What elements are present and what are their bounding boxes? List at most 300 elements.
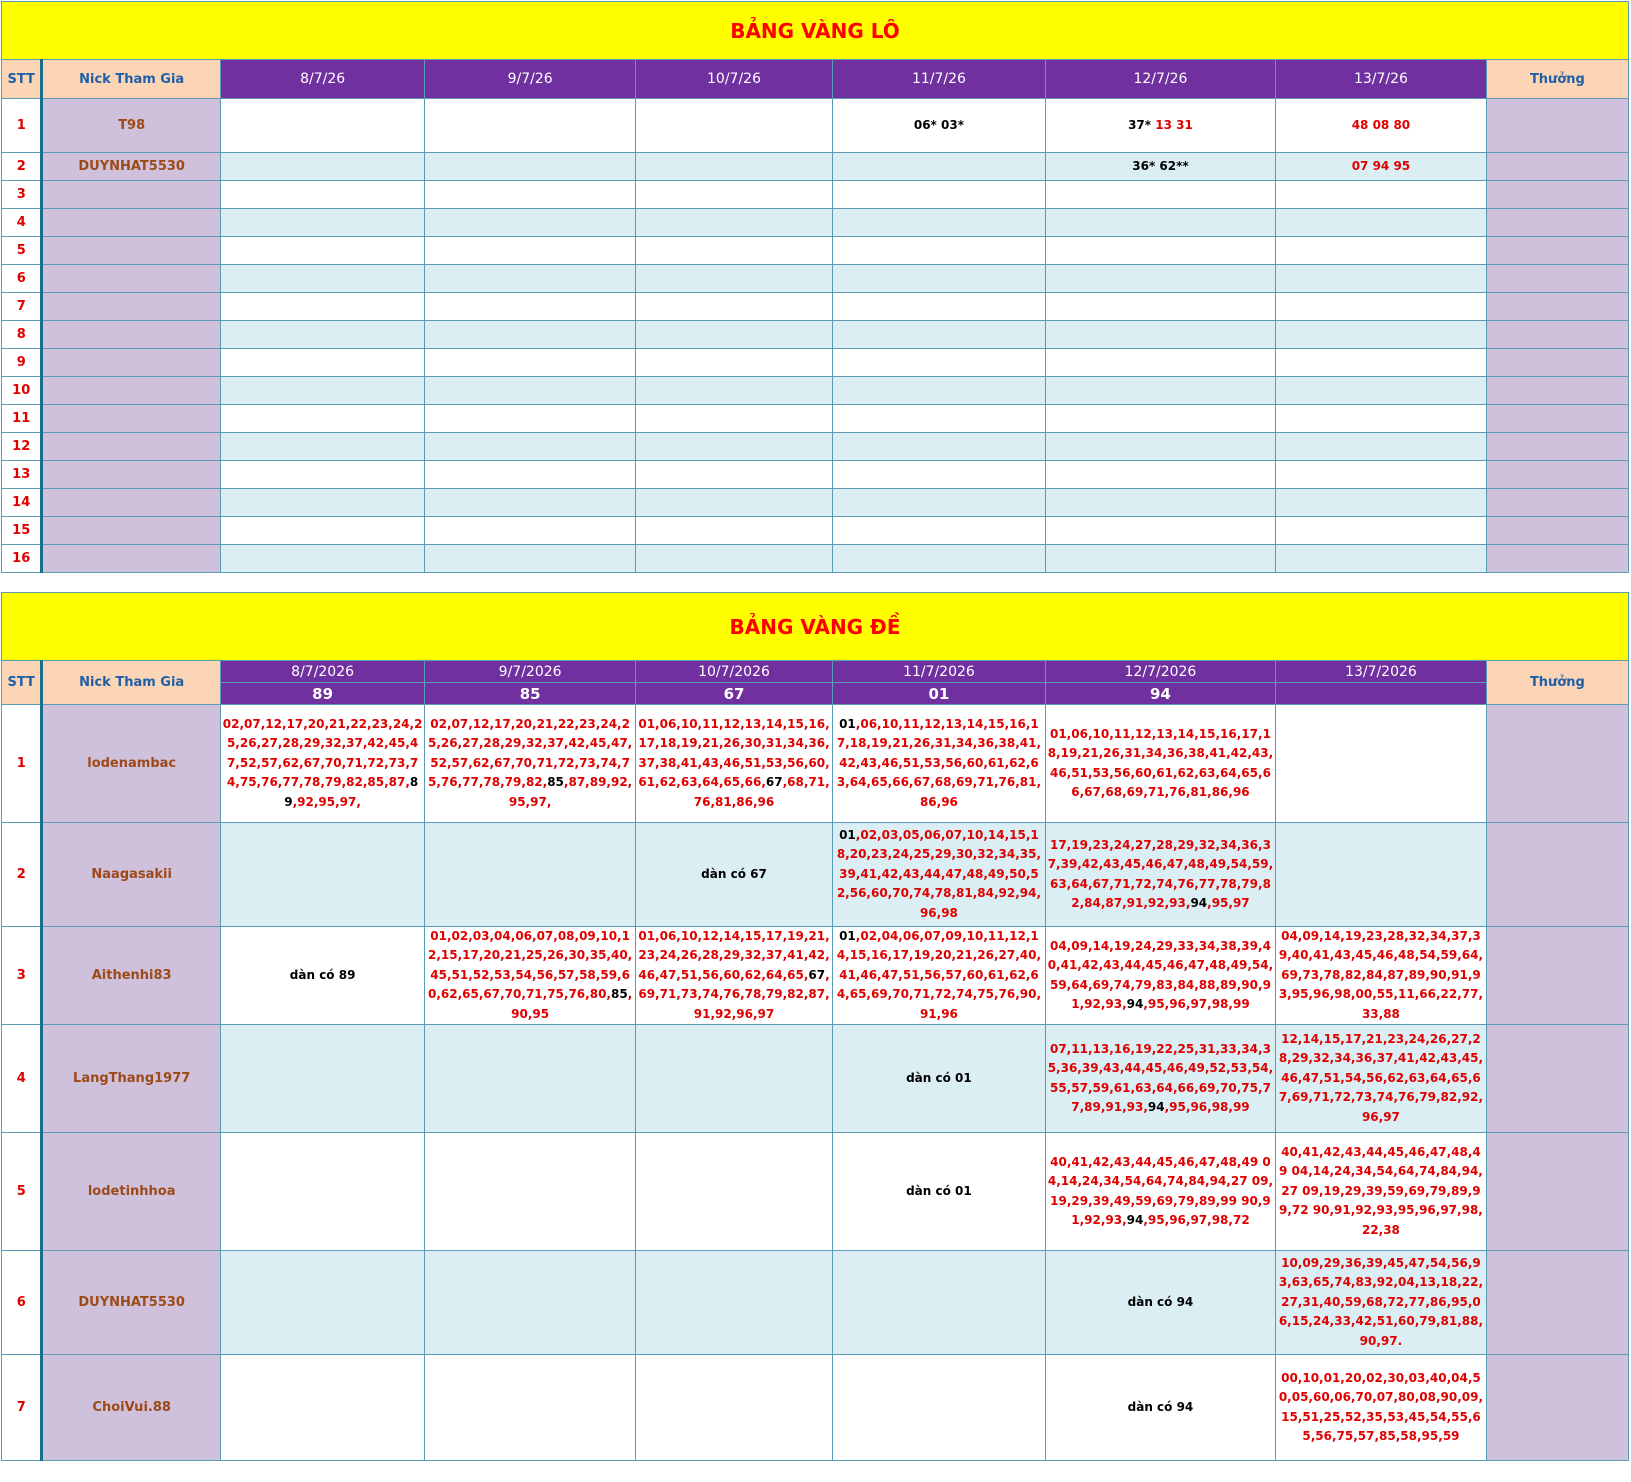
entry-cell	[1045, 517, 1275, 545]
row-number: 5	[2, 237, 42, 265]
table-row	[2, 1251, 1629, 1355]
entry-cell	[833, 181, 1046, 209]
date-header: 13/7/2026	[1276, 661, 1487, 683]
entry-cell	[425, 489, 636, 517]
entry-cell	[1045, 489, 1275, 517]
entry-text: 02,07,12,17,20,21,22,23,24,25,26,27,28,29,32,37,42,45,47,52,57,62,67,70,71,72,73,74,75,76,77,78,79,82,	[428, 716, 633, 790]
entry-cell	[1276, 153, 1487, 181]
lo-title: BẢNG VÀNG LÔ	[2, 2, 1629, 60]
reward-header: Thưởng	[1486, 661, 1628, 705]
participant-nick: Aithenhi83	[42, 927, 220, 1025]
entry-cell	[635, 545, 832, 573]
result-number: 89	[220, 683, 424, 705]
entry-cell	[635, 405, 832, 433]
entry-cell	[1276, 545, 1487, 573]
table-row	[2, 237, 1629, 265]
entry-cell	[425, 237, 636, 265]
entry-cell	[635, 349, 832, 377]
table-row	[2, 153, 1629, 181]
entry-cell	[1276, 237, 1487, 265]
entry-cell	[1276, 209, 1487, 237]
participant-nick: lodetinhhoa	[42, 1133, 220, 1251]
entry-cell	[635, 705, 832, 823]
row-number: 7	[2, 1355, 42, 1461]
entry-cell	[635, 99, 832, 153]
participant-nick	[42, 405, 220, 433]
stt-header: STT	[2, 661, 42, 705]
entry-cell	[220, 545, 424, 573]
entry-cell	[425, 293, 636, 321]
entry-cell	[425, 99, 636, 153]
entry-text: ,87,89,92,95,97,	[508, 775, 633, 809]
participant-nick: DUYNHAT5530	[42, 1251, 220, 1355]
table-row	[2, 321, 1629, 349]
entry-text: ,95,96,97,98,72	[1143, 1212, 1250, 1227]
row-number: 10	[2, 377, 42, 405]
reward-cell	[1486, 405, 1628, 433]
reward-cell	[1486, 1025, 1628, 1133]
nick-header: Nick Tham Gia	[42, 60, 220, 99]
row-number: 6	[2, 1251, 42, 1355]
entry-cell	[833, 349, 1046, 377]
entry-text: 94	[1190, 895, 1208, 910]
participant-nick: lodenambac	[42, 705, 220, 823]
entry-cell	[1276, 99, 1487, 153]
table-row	[2, 461, 1629, 489]
entry-cell	[425, 1025, 636, 1133]
entry-text: ,02,04,06,07,09,10,11,12,14,15,16,17,19,20,21,26,27,40,41,46,47,51,56,57,60,61,62,64,65,69,70,71,72,74,75,76,90,91,96	[836, 929, 1042, 1021]
participant-nick	[42, 433, 220, 461]
entry-cell	[833, 153, 1046, 181]
reward-cell	[1486, 209, 1628, 237]
entry-cell	[220, 153, 424, 181]
entry-text: 00,10,01,20,02,30,03,40,04,50,05,60,06,70,07,80,08,90,09,15,51,25,52,35,53,45,54,55,65,56,75,57,85,58,95,59	[1278, 1370, 1484, 1443]
entry-cell	[833, 1133, 1046, 1251]
entry-text: ,90,95	[511, 987, 633, 1021]
entry-cell	[833, 377, 1046, 405]
entry-cell	[220, 377, 424, 405]
participant-nick: LangThang1977	[42, 1025, 220, 1133]
entry-text: 02,07,12,17,20,21,22,23,24,25,26,27,28,29,32,37,42,45,47,52,57,62,67,70,71,72,73,74,75,76,77,78,79,82,85,87,	[222, 716, 423, 790]
row-number: 9	[2, 349, 42, 377]
entry-text: ,06,10,11,12,13,14,15,16,17,18,19,21,26,31,34,36,38,41,42,43,46,51,53,56,60,61,62,63,64,65,66,67,68,69,71,76,81,86,96	[836, 716, 1042, 809]
participant-nick	[42, 545, 220, 573]
entry-cell	[1276, 321, 1487, 349]
entry-cell	[1045, 461, 1275, 489]
entry-cell	[635, 293, 832, 321]
result-number: 85	[425, 683, 636, 705]
entry-text: 89	[284, 775, 419, 809]
entry-cell	[1276, 293, 1487, 321]
entry-text: ,95,96,97,98,99	[1143, 996, 1250, 1011]
entry-text: 01,06,10,11,12,13,14,15,16,17,18,19,21,26,30,31,34,36,37,38,41,43,46,51,53,56,60,61,62,63,64,65,66,	[638, 716, 830, 790]
entry-cell	[220, 461, 424, 489]
de-title: BẢNG VÀNG ĐỀ	[2, 593, 1629, 661]
entry-cell	[635, 1025, 832, 1133]
entry-cell	[425, 349, 636, 377]
reward-cell	[1486, 705, 1628, 823]
result-number: 94	[1045, 683, 1275, 705]
entry-cell	[833, 517, 1046, 545]
reward-cell	[1486, 321, 1628, 349]
entry-cell	[833, 237, 1046, 265]
entry-text: 01,06,10,12,14,15,17,19,21,23,24,26,28,29,32,37,41,42,46,47,51,56,60,62,64,65,	[638, 929, 830, 982]
entry-cell	[220, 1025, 424, 1133]
entry-cell	[1045, 209, 1275, 237]
participant-nick	[42, 489, 220, 517]
reward-cell	[1486, 1133, 1628, 1251]
entry-text: 94	[1147, 1099, 1165, 1114]
entry-cell	[1276, 349, 1487, 377]
entry-cell	[1045, 237, 1275, 265]
entry-cell	[833, 433, 1046, 461]
entry-text: 36* 62**	[1132, 158, 1189, 173]
participant-nick	[42, 517, 220, 545]
entry-cell	[833, 1025, 1046, 1133]
result-number	[1276, 683, 1487, 705]
entry-cell	[1276, 461, 1487, 489]
entry-cell	[833, 545, 1046, 573]
entry-cell	[635, 489, 832, 517]
reward-cell	[1486, 153, 1628, 181]
date-header: 13/7/26	[1276, 60, 1487, 99]
table-row	[2, 1133, 1629, 1251]
table-row	[2, 265, 1629, 293]
entry-cell	[425, 1251, 636, 1355]
entry-text: ,95,96,98,99	[1164, 1099, 1250, 1114]
row-number: 11	[2, 405, 42, 433]
entry-cell	[1045, 823, 1275, 927]
entry-cell	[1045, 1251, 1275, 1355]
entry-text: 40,41,42,43,44,45,46,47,48,49 04,14,24,34,54,64,74,84,94,27 09,19,29,39,59,69,79,89,99,72 90,91,92,93,95,96,97,98,22,38	[1279, 1145, 1483, 1237]
entry-text: ,95,97	[1207, 895, 1250, 910]
reward-cell	[1486, 433, 1628, 461]
entry-text: dàn có 01	[906, 1070, 972, 1085]
entry-text: 67	[765, 775, 783, 790]
entry-cell	[425, 1133, 636, 1251]
entry-cell	[220, 1251, 424, 1355]
result-number: 01	[833, 683, 1046, 705]
reward-cell	[1486, 517, 1628, 545]
participant-nick	[42, 377, 220, 405]
row-number: 3	[2, 181, 42, 209]
entry-cell	[1045, 545, 1275, 573]
de-table	[1, 592, 1629, 1461]
entry-cell	[220, 1133, 424, 1251]
entry-cell	[1276, 1025, 1487, 1133]
entry-cell	[1276, 489, 1487, 517]
entry-cell	[635, 181, 832, 209]
entry-text: 07,11,13,16,19,22,25,31,33,34,35,36,39,43,44,45,46,49,52,53,54,55,57,59,61,63,64,66,69,70,75,77,89,91,93,	[1047, 1041, 1274, 1114]
entry-cell	[1276, 433, 1487, 461]
entry-cell	[635, 927, 832, 1025]
entry-cell	[635, 1133, 832, 1251]
entry-cell	[833, 265, 1046, 293]
table-row	[2, 823, 1629, 927]
entry-text: ,02,03,05,06,07,10,14,15,18,20,23,24,25,29,30,32,34,35,39,41,42,43,44,47,48,49,50,52,56,60,70,74,78,81,84,92,94,96,98	[836, 827, 1042, 920]
entry-text: 37*	[1128, 117, 1156, 132]
reward-cell	[1486, 489, 1628, 517]
entry-cell	[425, 265, 636, 293]
participant-nick	[42, 321, 220, 349]
entry-cell	[1276, 517, 1487, 545]
entry-text: 67	[808, 967, 826, 982]
entry-text: ,68,71,76,81,86,96	[693, 775, 830, 809]
de-header-date-row	[2, 661, 1629, 683]
table-row	[2, 927, 1629, 1025]
table-row	[2, 517, 1629, 545]
reward-cell	[1486, 545, 1628, 573]
date-header: 9/7/26	[425, 60, 636, 99]
entry-cell	[1276, 377, 1487, 405]
entry-cell	[1045, 927, 1275, 1025]
entry-cell	[425, 705, 636, 823]
row-number: 7	[2, 293, 42, 321]
table-row	[2, 377, 1629, 405]
table-row	[2, 209, 1629, 237]
date-header: 8/7/2026	[220, 661, 424, 683]
entry-cell	[635, 823, 832, 927]
entry-text: 04,09,14,19,24,29,33,34,38,39,40,41,42,43,44,45,46,47,48,49,54,59,64,69,74,79,83,84,88,89,90,91,92,93,	[1047, 938, 1274, 1011]
row-number: 5	[2, 1133, 42, 1251]
table-row	[2, 293, 1629, 321]
row-number: 1	[2, 99, 42, 153]
participant-nick	[42, 293, 220, 321]
entry-text: dàn có 89	[289, 967, 356, 982]
entry-cell	[635, 153, 832, 181]
row-number: 13	[2, 461, 42, 489]
participant-nick	[42, 209, 220, 237]
table-row	[2, 405, 1629, 433]
date-header: 11/7/2026	[833, 661, 1046, 683]
row-number: 6	[2, 265, 42, 293]
entry-cell	[635, 237, 832, 265]
entry-cell	[1276, 1355, 1487, 1461]
entry-cell	[635, 377, 832, 405]
table-row	[2, 99, 1629, 153]
entry-cell	[1045, 433, 1275, 461]
entry-text: 17,19,23,24,27,28,29,32,34,36,37,39,42,43,45,46,47,48,49,54,59,63,64,67,71,72,74,76,77,78,79,82,84,87,91,92,93,	[1047, 837, 1274, 910]
entry-text: dàn có 94	[1127, 1294, 1194, 1309]
entry-cell	[1276, 823, 1487, 927]
participant-nick	[42, 265, 220, 293]
reward-cell	[1486, 237, 1628, 265]
row-number: 15	[2, 517, 42, 545]
entry-cell	[220, 293, 424, 321]
entry-cell	[220, 705, 424, 823]
entry-cell	[220, 181, 424, 209]
lo-table	[1, 1, 1629, 573]
row-number: 4	[2, 209, 42, 237]
row-number: 14	[2, 489, 42, 517]
entry-cell	[425, 181, 636, 209]
entry-text: 94	[1126, 996, 1144, 1011]
entry-cell	[220, 349, 424, 377]
entry-cell	[425, 153, 636, 181]
entry-cell	[1276, 1133, 1487, 1251]
participant-nick: T98	[42, 99, 220, 153]
entry-cell	[425, 377, 636, 405]
entry-cell	[1045, 1025, 1275, 1133]
entry-cell	[635, 517, 832, 545]
entry-cell	[833, 705, 1046, 823]
entry-cell	[1045, 153, 1275, 181]
entry-text: 01,02,03,04,06,07,08,09,10,12,15,17,20,21,25,26,30,35,40,45,51,52,53,54,56,57,58,59,60,62,65,67,70,71,75,76,80,	[428, 929, 633, 1002]
entry-cell	[1276, 705, 1487, 823]
entry-cell	[833, 489, 1046, 517]
reward-cell	[1486, 823, 1628, 927]
lo-header-row	[2, 60, 1629, 99]
entry-cell	[220, 927, 424, 1025]
entry-cell	[425, 823, 636, 927]
entry-cell	[1045, 1355, 1275, 1461]
entry-cell	[1045, 321, 1275, 349]
entry-text: dàn có 67	[701, 866, 767, 881]
entry-cell	[635, 321, 832, 349]
entry-cell	[425, 517, 636, 545]
entry-cell	[635, 265, 832, 293]
reward-cell	[1486, 461, 1628, 489]
entry-text: 94	[1126, 1212, 1144, 1227]
entry-cell	[1276, 265, 1487, 293]
entry-cell	[833, 321, 1046, 349]
date-header: 10/7/2026	[635, 661, 832, 683]
entry-cell	[833, 823, 1046, 927]
de-header-result-row	[2, 683, 1629, 705]
entry-cell	[425, 927, 636, 1025]
entry-cell	[833, 405, 1046, 433]
reward-cell	[1486, 99, 1628, 153]
date-header: 12/7/26	[1045, 60, 1275, 99]
entry-cell	[1045, 349, 1275, 377]
entry-cell	[1045, 705, 1275, 823]
entry-cell	[833, 293, 1046, 321]
entry-cell	[425, 209, 636, 237]
reward-cell	[1486, 927, 1628, 1025]
entry-cell	[220, 209, 424, 237]
row-number: 3	[2, 927, 42, 1025]
participant-nick: ChoiVui.88	[42, 1355, 220, 1461]
date-header: 12/7/2026	[1045, 661, 1275, 683]
entry-text: 01,06,10,11,12,13,14,15,16,17,18,19,21,26,31,34,36,38,41,42,43,46,51,53,56,60,61,62,63,64,65,66,67,68,69,71,76,81,86,96	[1047, 726, 1274, 799]
entry-text: ,69,71,73,74,76,78,79,82,87,91,92,96,97	[638, 967, 830, 1021]
entry-cell	[220, 517, 424, 545]
entry-text: 85	[547, 775, 564, 790]
table-row	[2, 489, 1629, 517]
entry-cell	[220, 1355, 424, 1461]
row-number: 12	[2, 433, 42, 461]
entry-cell	[635, 209, 832, 237]
entry-cell	[833, 209, 1046, 237]
participant-nick: DUYNHAT5530	[42, 153, 220, 181]
entry-cell	[635, 1355, 832, 1461]
entry-text: 06* 03*	[913, 117, 964, 132]
entry-text: 04,09,14,19,23,28,32,34,37,39,40,41,43,45,46,48,54,59,64,69,73,78,82,84,87,89,90,91,93,95,96,98,00,55,11,66,22,77,33,88	[1278, 929, 1484, 1021]
entry-cell	[1045, 377, 1275, 405]
date-header: 8/7/26	[220, 60, 424, 99]
entry-cell	[1276, 1251, 1487, 1355]
table-row	[2, 181, 1629, 209]
reward-cell	[1486, 1355, 1628, 1461]
row-number: 2	[2, 823, 42, 927]
row-number: 1	[2, 705, 42, 823]
entry-cell	[635, 461, 832, 489]
date-header: 9/7/2026	[425, 661, 636, 683]
entry-cell	[1045, 99, 1275, 153]
entry-cell	[1045, 181, 1275, 209]
entry-cell	[220, 433, 424, 461]
table-row	[2, 1025, 1629, 1133]
row-number: 2	[2, 153, 42, 181]
entry-cell	[833, 461, 1046, 489]
entry-text: 12,14,15,17,21,23,24,26,27,28,29,32,34,36,37,41,42,43,45,46,47,51,54,56,62,63,64,65,67,69,71,72,73,74,76,79,82,92,96,97	[1278, 1032, 1484, 1124]
entry-cell	[220, 265, 424, 293]
entry-text: 01	[839, 929, 856, 943]
entry-cell	[220, 823, 424, 927]
participant-nick	[42, 461, 220, 489]
entry-cell	[833, 1355, 1046, 1461]
entry-cell	[1045, 1133, 1275, 1251]
table-row	[2, 433, 1629, 461]
entry-cell	[1045, 265, 1275, 293]
reward-cell	[1486, 265, 1628, 293]
entry-text: 01	[839, 716, 856, 731]
participant-nick: Naagasakii	[42, 823, 220, 927]
entry-cell	[1276, 405, 1487, 433]
entry-text: ,92,95,97,	[292, 794, 361, 809]
entry-cell	[1276, 927, 1487, 1025]
date-header: 10/7/26	[635, 60, 832, 99]
result-number: 67	[635, 683, 832, 705]
table-row	[2, 349, 1629, 377]
date-header: 11/7/26	[833, 60, 1046, 99]
reward-cell	[1486, 349, 1628, 377]
entry-text: dàn có 94	[1127, 1399, 1194, 1414]
entry-cell	[635, 433, 832, 461]
participant-nick	[42, 181, 220, 209]
entry-text: 07 94 95	[1351, 158, 1411, 173]
table-row	[2, 1355, 1629, 1461]
entry-text: 01	[839, 827, 856, 842]
entry-cell	[1276, 181, 1487, 209]
entry-cell	[833, 1251, 1046, 1355]
entry-text: 48 08 80	[1351, 117, 1411, 132]
entry-cell	[425, 1355, 636, 1461]
reward-cell	[1486, 181, 1628, 209]
entry-cell	[220, 237, 424, 265]
entry-cell	[220, 405, 424, 433]
entry-cell	[1045, 405, 1275, 433]
entry-cell	[425, 405, 636, 433]
entry-text: 13 31	[1155, 117, 1193, 132]
reward-cell	[1486, 1251, 1628, 1355]
entry-text: 85	[610, 987, 628, 1002]
entry-cell	[425, 433, 636, 461]
entry-cell	[220, 321, 424, 349]
reward-cell	[1486, 293, 1628, 321]
participant-nick	[42, 349, 220, 377]
entry-cell	[220, 99, 424, 153]
entry-cell	[425, 545, 636, 573]
table-row	[2, 705, 1629, 823]
row-number: 8	[2, 321, 42, 349]
entry-cell	[833, 99, 1046, 153]
entry-text: 10,09,29,36,39,45,47,54,56,93,63,65,74,83,92,04,13,18,22,27,31,40,59,68,72,77,86,95,06,15,24,33,42,51,60,79,81,88,90,97.	[1278, 1256, 1484, 1348]
reward-cell	[1486, 377, 1628, 405]
participant-nick	[42, 237, 220, 265]
reward-header: Thưởng	[1486, 60, 1628, 99]
entry-cell	[635, 1251, 832, 1355]
